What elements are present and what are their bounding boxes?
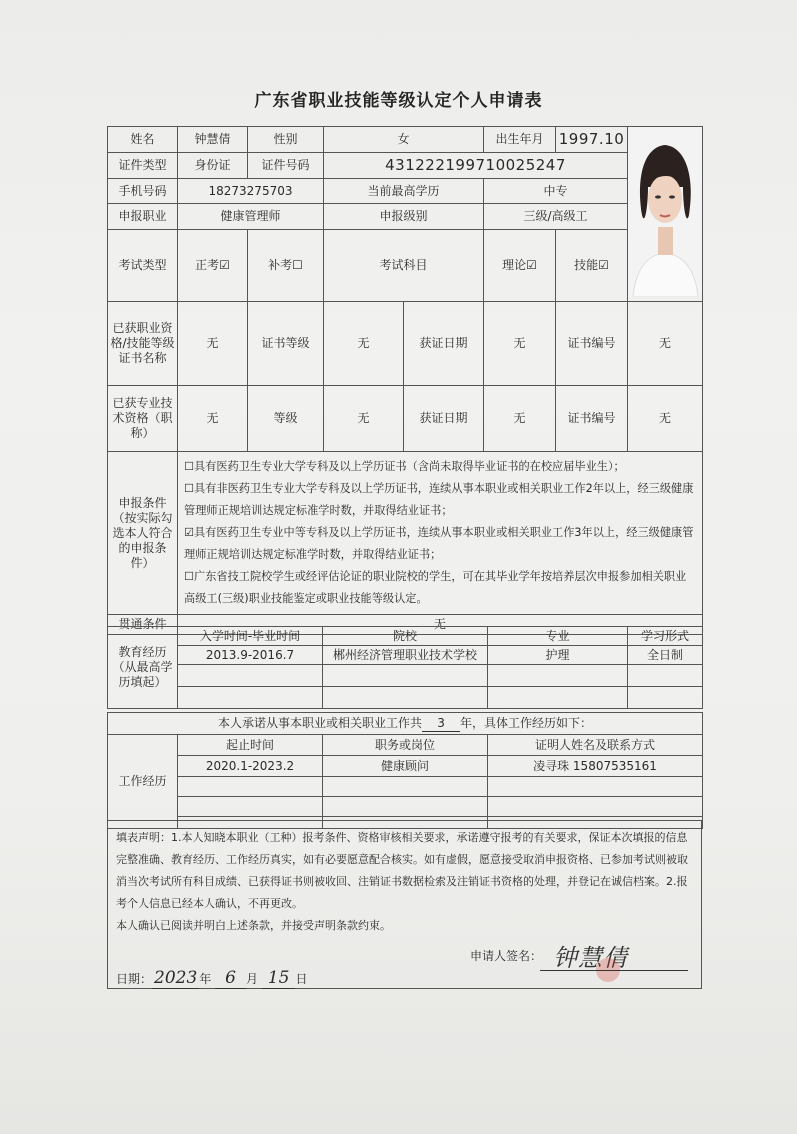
cert-no-value: 无	[628, 302, 703, 386]
edu-header-major: 专业	[488, 627, 628, 646]
level-value: 三级/高级工	[484, 204, 628, 229]
prof-date-value: 无	[484, 386, 556, 452]
work-position: 健康顾问	[323, 756, 488, 777]
name-value: 钟慧倩	[178, 127, 248, 153]
work-years: 3	[422, 716, 460, 732]
cert-no-label: 证书编号	[556, 302, 628, 386]
work-history-label: 工作经历	[108, 735, 178, 829]
edu-school: 郴州经济管理职业技术学校	[323, 646, 488, 665]
confirm-text: 本人确认已阅读并明白上述条款，并接受声明条款约束。	[116, 919, 391, 932]
declaration-text: 填表声明：1.本人知晓本职业（工种）报考条件、资格审核相关要求，承诺遵守报考的有关要求，保证本次填报的信息完整准确、教育经历、工作经历真实，如有必要愿意配合核实。如有虚假，愿意接受取消申报资格、已参加考试则被取消当次考试所有科目成绩、已获得证书则被收回、注销证书数据检索及注销证书资格的处理，并登记在诚信档案。2.报考个人信息已经本人确认，不再更改。	[116, 831, 688, 910]
prof-grade-value: 无	[324, 386, 404, 452]
education-value: 中专	[484, 179, 628, 204]
edu-mode: 全日制	[628, 646, 703, 665]
work-header-position: 职务或岗位	[323, 735, 488, 756]
id-no-value: 431222199710025247	[324, 153, 628, 179]
work-commit-suffix: 年，具体工作经历如下：	[460, 715, 593, 730]
occupation-value: 健康管理师	[178, 204, 324, 229]
work-header-period: 起止时间	[178, 735, 323, 756]
date-year: 2023	[154, 968, 198, 988]
birth-label: 出生年月	[484, 127, 556, 153]
edu-header-school: 院校	[323, 627, 488, 646]
cert-qual-value: 无	[178, 302, 248, 386]
table-row	[108, 797, 703, 817]
occupation-label: 申报职业	[108, 204, 178, 229]
level-label: 申报级别	[324, 204, 484, 229]
cert-level-value: 无	[324, 302, 404, 386]
portrait-photo	[628, 127, 703, 297]
id-photo	[628, 127, 703, 302]
cert-level-label: 证书等级	[248, 302, 324, 386]
prof-qual-value: 无	[178, 386, 248, 452]
edu-header-mode: 学习形式	[628, 627, 703, 646]
edu-history-label: 教育经历（从最高学历填起）	[108, 627, 178, 709]
signature-line	[540, 970, 688, 971]
conditions-list	[178, 452, 703, 615]
edu-major: 护理	[488, 646, 628, 665]
table-row	[108, 756, 703, 777]
gender-label: 性别	[248, 127, 324, 153]
id-no-label: 证件号码	[248, 153, 324, 179]
date-day-unit: 日	[295, 972, 308, 986]
exam-subject-label: 考试科目	[324, 229, 484, 301]
exam-type-label: 考试类型	[108, 229, 178, 301]
edu-header-period: 入学时间-毕业时间	[178, 627, 323, 646]
work-commitment	[108, 713, 703, 735]
date-line	[116, 968, 307, 988]
prof-date-label: 获证日期	[404, 386, 484, 452]
prof-no-value: 无	[628, 386, 703, 452]
table-row	[108, 646, 703, 665]
exam-theory: 理论☑	[484, 229, 556, 301]
condition-4: ☐广东省技工院校学生或经评估论证的职业院校的学生，可在其毕业学年按培养层次申报参加相关职业高级工(三级)职业技能鉴定或职业技能等级认定。	[184, 570, 687, 605]
date-year-unit: 年	[199, 972, 212, 986]
exam-makeup: 补考☐	[248, 229, 324, 301]
handwritten-signature: 钟慧倩	[553, 944, 628, 972]
work-header-referee: 证明人姓名及联系方式	[488, 735, 703, 756]
name-label: 姓名	[108, 127, 178, 153]
prof-grade-label: 等级	[248, 386, 324, 452]
education-table	[107, 626, 703, 709]
condition-3: ☑具有医药卫生专业中等专科及以上学历证书，连续从事本职业或相关职业工作3年以上，经三级健康管理师正规培训达规定标准学时数，并取得结业证书；	[184, 526, 694, 561]
edu-period: 2013.9-2016.7	[178, 646, 323, 665]
date-month: 6	[215, 968, 246, 989]
id-type-value: 身份证	[178, 153, 248, 179]
exam-skill: 技能☑	[556, 229, 628, 301]
work-commit-text: 本人承诺从事本职业或相关职业工作共	[218, 715, 423, 730]
id-type-label: 证件类型	[108, 153, 178, 179]
education-label: 当前最高学历	[324, 179, 484, 204]
date-day: 15	[262, 968, 296, 989]
gender-value: 女	[324, 127, 484, 153]
condition-1: ☐具有医药卫生专业大学专科及以上学历证书（含尚未取得毕业证书的在校应届毕业生）；	[184, 460, 625, 473]
condition-2: ☐具有非医药卫生专业大学专科及以上学历证书，连续从事本职业或相关职业工作2年以上，经三级健康管理师正规培训达规定标准学时数，并取得结业证书；	[184, 482, 694, 517]
date-month-unit: 月	[245, 972, 258, 986]
signature-label: 申请人签名：	[470, 949, 543, 963]
table-row	[108, 687, 703, 709]
continuity-label: 贯通条件	[108, 615, 178, 635]
conditions-label: 申报条件（按实际勾选本人符合的申报条件）	[108, 452, 178, 615]
table-row	[108, 665, 703, 687]
work-referee: 凌寻珠 15807535161	[488, 756, 703, 777]
phone-label: 手机号码	[108, 179, 178, 204]
birth-value: 1997.10	[556, 127, 628, 153]
application-table	[107, 126, 703, 635]
phone-value: 18273275703	[178, 179, 324, 204]
prof-no-label: 证书编号	[556, 386, 628, 452]
work-period: 2020.1-2023.2	[178, 756, 323, 777]
form-title: 广东省职业技能等级认定个人申请表	[254, 91, 543, 111]
table-row	[108, 777, 703, 797]
date-label: 日期：	[116, 972, 153, 986]
cert-date-value: 无	[484, 302, 556, 386]
work-table	[107, 712, 703, 829]
prof-qual-label: 已获专业技术资格（职称）	[108, 386, 178, 452]
exam-regular: 正考☑	[178, 229, 248, 301]
continuity-value: 无	[178, 615, 703, 635]
cert-qual-label: 已获职业资格/技能等级证书名称	[108, 302, 178, 386]
cert-date-label: 获证日期	[404, 302, 484, 386]
